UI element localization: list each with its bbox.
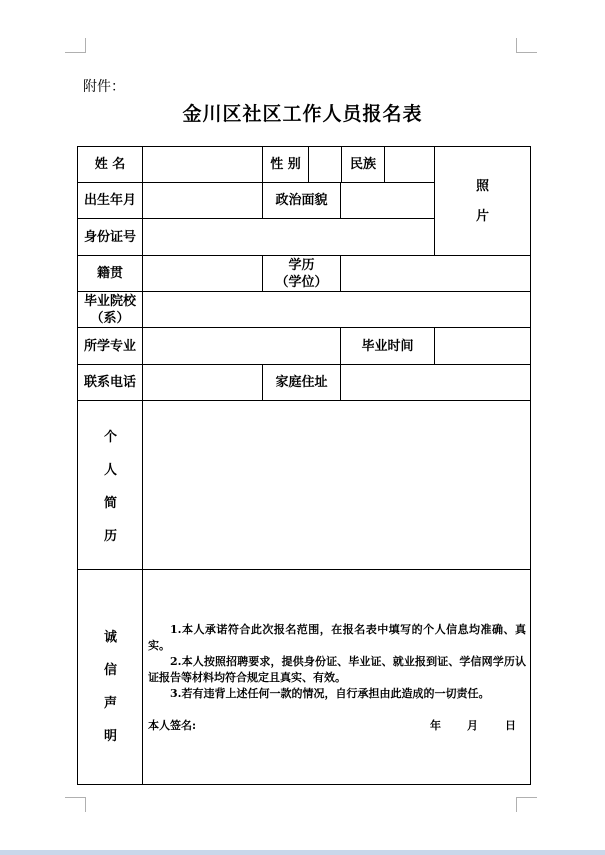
declaration-item-3: 3.若有违背上述任何一款的情况，自行承担由此造成的一切责任。 xyxy=(170,687,490,700)
label-gender: 性 别 xyxy=(270,157,301,172)
label-birth: 出生年月 xyxy=(83,193,136,208)
declaration-item-2: 2.本人按照招聘要求，提供身份证、毕业证、就业报到证、学信网学历认证报告等材料均符合规定且真实、有效。 xyxy=(148,655,526,684)
label-political: 政治面貌 xyxy=(275,193,328,208)
form-title: 金川区社区工作人员报名表 xyxy=(182,103,423,125)
crop-mark-top-right xyxy=(516,38,537,53)
label-photo-1: 照 xyxy=(475,178,489,194)
label-education xyxy=(263,256,340,291)
label-school xyxy=(78,292,142,327)
date-year-label: 年 xyxy=(430,719,441,732)
declaration-item-1: 1.本人承诺符合此次报名范围，在报名表中填写的个人信息均准确、真实。 xyxy=(148,623,526,652)
date-day-label: 日 xyxy=(505,719,516,732)
window-bottom-bar xyxy=(0,850,605,855)
date-month-label: 月 xyxy=(467,719,478,732)
label-id-number: 身份证号 xyxy=(83,229,136,245)
crop-mark-top-left xyxy=(65,38,86,53)
label-name: 姓 名 xyxy=(94,157,126,172)
label-declaration: 诚 信 声 明 xyxy=(103,630,117,744)
label-address: 家庭住址 xyxy=(275,375,328,390)
label-photo-2: 片 xyxy=(475,208,489,224)
label-education-line1: 学历 xyxy=(288,257,315,273)
crop-mark-bottom-left xyxy=(65,797,86,812)
label-education-line2: （学位） xyxy=(275,274,328,290)
label-native-place: 籍贯 xyxy=(96,266,123,281)
label-major: 所学专业 xyxy=(83,338,136,354)
crop-mark-bottom-right xyxy=(516,797,537,812)
label-phone: 联系电话 xyxy=(83,375,136,390)
label-resume: 个 人 简 历 xyxy=(103,430,117,544)
label-school-line2: （系） xyxy=(90,310,130,326)
label-school-line1: 毕业院校 xyxy=(83,293,136,309)
signature-label: 本人签名: xyxy=(148,719,197,732)
label-ethnicity: 民族 xyxy=(349,157,376,172)
label-grad-time: 毕业时间 xyxy=(361,338,414,354)
declaration-text xyxy=(148,622,526,702)
attachment-label: 附件： xyxy=(83,79,125,95)
